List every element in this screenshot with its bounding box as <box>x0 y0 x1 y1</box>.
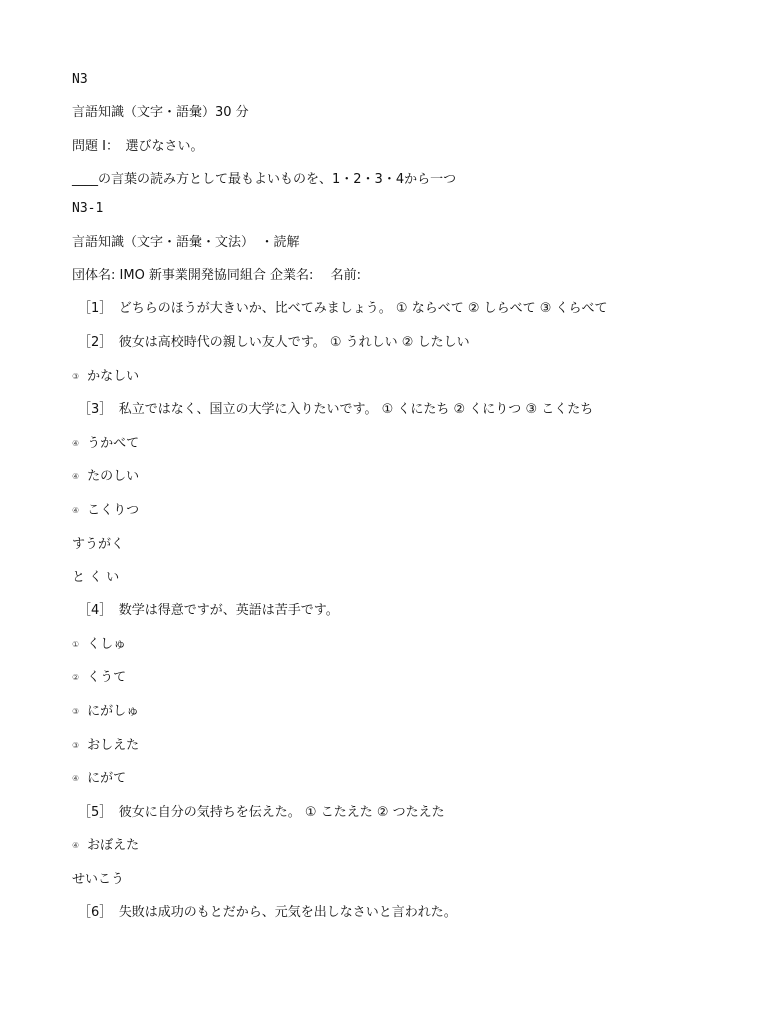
level-label: N3 <box>72 72 88 87</box>
option-number: ③ <box>72 372 80 381</box>
option-text: おしえた <box>87 738 140 753</box>
option-number: ③ <box>72 741 80 750</box>
question-4: ［4］ 数学は得意ですが、英語は苦手です。 <box>78 603 339 618</box>
option-text: くしゅ <box>87 637 127 652</box>
option-number: ④ <box>72 841 80 850</box>
option-text: こくりつ <box>87 503 140 518</box>
problem-heading: 問題 I： 選びなさい。 <box>72 139 204 154</box>
section-heading: 言語知識（文字・語彙・文法） ・読解 <box>72 235 300 250</box>
option-text: かなしい <box>87 369 140 384</box>
option-number: ④ <box>72 472 80 481</box>
option-text: たのしい <box>87 469 140 484</box>
question-1: ［1］ どちらのほうが大きいか、比べてみましょう。 ① ならべて ② しらべて ③ くらべて <box>78 301 608 316</box>
option-line <box>72 469 139 485</box>
question-6: ［6］ 失敗は成功のもとだから、元気を出しなさいと言われた。 <box>78 905 457 920</box>
option-line <box>72 771 126 787</box>
furigana-reading: と く い <box>72 570 120 585</box>
option-number: ④ <box>72 506 80 515</box>
option-line <box>72 503 139 519</box>
org-line: 団体名: IMO 新事業開発協同組合 企業名: 名前: <box>72 268 361 283</box>
level-sub-label: N3-1 <box>72 201 104 216</box>
option-number: ③ <box>72 707 80 716</box>
furigana-reading: せいこう <box>72 872 125 887</box>
option-number: ② <box>72 673 80 682</box>
option-line <box>72 369 139 385</box>
instruction-text: ____の言葉の読み方として最もよいものを、1・2・3・4から一つ <box>72 172 457 187</box>
option-line <box>72 704 139 720</box>
option-text: にがしゅ <box>87 704 140 719</box>
furigana-reading: すうがく <box>72 537 125 552</box>
question-2: ［2］ 彼女は高校時代の親しい友人です。 ① うれしい ② したしい <box>78 335 470 350</box>
option-text: にがて <box>87 771 127 786</box>
option-line <box>72 637 126 653</box>
question-3: ［3］ 私立ではなく、国立の大学に入りたいです。 ① くにたち ② くにりつ ③ こくたち <box>78 402 594 417</box>
question-5: ［5］ 彼女に自分の気持ちを伝えた。 ① こたえた ② つたえた <box>78 805 445 820</box>
option-line <box>72 838 139 854</box>
option-text: うかべて <box>87 436 140 451</box>
option-text: おぼえた <box>87 838 140 853</box>
option-number: ④ <box>72 439 80 448</box>
option-line <box>72 670 126 686</box>
section-time: 言語知識（文字・語彙）30 分 <box>72 105 249 120</box>
option-number: ① <box>72 640 80 649</box>
option-text: くうて <box>87 670 127 685</box>
option-line <box>72 738 139 754</box>
option-line <box>72 436 139 452</box>
option-number: ④ <box>72 774 80 783</box>
